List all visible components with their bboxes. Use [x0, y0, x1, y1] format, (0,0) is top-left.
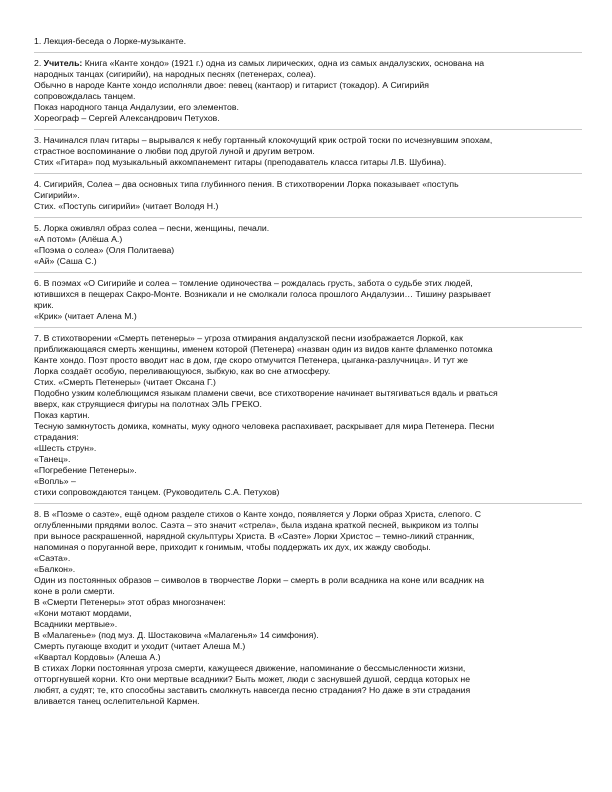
- line-prefix: 2.: [34, 58, 44, 68]
- text-line: крик.: [34, 300, 54, 310]
- text-line: ютившихся в пещерах Сакро-Монте. Возникали и не смолкали голоса прошлого Андалузии… Тишину разрывает: [34, 289, 492, 299]
- text-line: 7. В стихотворении «Смерть петенеры» – угроза отмирания андалузской песни изображается Лоркой, как: [34, 333, 463, 343]
- text-line: Тесную замкнутость домика, комнаты, муку одного человека распахивает, раскрывает для мира Петенера. Песни: [34, 421, 495, 431]
- text-line: Лорка создаёт особую, переливающуюся, зыбкую, как во сне атмосферу.: [34, 366, 331, 376]
- section-8: [34, 509, 582, 712]
- text-line: Один из постоянных образов – символов в творчестве Лорки – смерть в роли всадника на коне или всадник на: [34, 575, 485, 585]
- text-line: Сигирийи».: [34, 190, 80, 200]
- text-line: «А потом» (Алёша А.): [34, 234, 123, 244]
- text-line: при выносе раскрашенной, нарядной скульптуры Христа. В «Саэте» Лорки Христос – темно-ликий странник,: [34, 531, 475, 541]
- text-line: вверх, как струящиеся фигуры на полотнах ЭЛЬ ГРЕКО.: [34, 399, 262, 409]
- text-line: В стихах Лорки постоянная угроза смерти, кажущееся движение, напоминание о бессмысленности жизни,: [34, 663, 466, 673]
- text-line: 1. Лекция-беседа о Лорке-музыканте.: [34, 36, 187, 46]
- section-3: [34, 135, 582, 174]
- text-line: 8. В «Поэме о саэте», ещё одном разделе стихов о Канте хондо, появляется у Лорки образ Христа, слепого. С: [34, 509, 481, 519]
- text-line: Стих. «Смерть Петенеры» (читает Оксана Г.): [34, 377, 216, 387]
- text-line: оглубленными прядями волос. Саэта – это значит «стрела», была издана краткой песней, выкриком из толпы: [34, 520, 479, 530]
- text-line: Всадники мертвые».: [34, 619, 118, 629]
- text-line: приближающаяся смерть женщины, именем которой (Петенера) «назван один из видов канте фламенко потомка: [34, 344, 493, 354]
- text-line: любят, а судят; те, кто способны заставить смолкнуть навсегда песню страдания? Но даже в эти страдания: [34, 685, 471, 695]
- section-7: [34, 333, 582, 504]
- text-line: Канте хондо. Поэт просто вводит нас в дом, где скоро отмучится Петенера, цыганка-разлучница». И тут же: [34, 355, 468, 365]
- text-line: Стих «Гитара» под музыкальный аккомпанемент гитары (преподаватель класса гитары Л.В. Шубина).: [34, 157, 447, 167]
- text-line: Обычно в народе Канте хондо исполняли двое: певец (кантаор) и гитарист (токадор). А Сигирийя: [34, 80, 429, 90]
- text-line: отторгнувшей корни. Кто они мертвые всадники? Быть может, люди с заснувшей душой, сердца которых не: [34, 674, 471, 684]
- text-line: «Балкон».: [34, 564, 76, 574]
- text-line: страстное воспоминание о любви под другой луной и другим ветром.: [34, 146, 315, 156]
- document-page: [34, 36, 582, 717]
- text-line: сопровождалась танцем.: [34, 91, 136, 101]
- text-line: 5. Лорка оживлял образ солеа – песни, женщины, печали.: [34, 223, 270, 233]
- text-line: коне в роли смерти.: [34, 586, 115, 596]
- section-6: [34, 278, 582, 328]
- speaker-label: Учитель:: [43, 58, 83, 68]
- text-line: Стих. «Поступь сигирийи» (читает Володя Н.): [34, 201, 219, 211]
- section-2: [34, 58, 582, 130]
- section-5: [34, 223, 582, 273]
- text-line: В «Смерти Петенеры» этот образ многозначен:: [34, 597, 226, 607]
- text-line: «Ай» (Саша С.): [34, 256, 97, 266]
- text-line: Хореограф – Сергей Александрович Петухов.: [34, 113, 220, 123]
- text-line: 4. Сигирийя, Солеа – два основных типа глубинного пения. В стихотворении Лорка показывает «поступь: [34, 179, 459, 189]
- text-line: «Кони мотают мордами,: [34, 608, 132, 618]
- text-line: напоминая о поруганной вере, приходит к гонимым, чтобы поддержать их дух, их жажду свободы.: [34, 542, 431, 552]
- text-line: страдания:: [34, 432, 79, 442]
- text-line: «Погребение Петенеры».: [34, 465, 137, 475]
- text-line: Подобно узким колеблющимся языкам пламени свечи, все стихотворение начинает вытягиваться вдаль и рваться: [34, 388, 498, 398]
- text-line: «Вопль» –: [34, 476, 76, 486]
- text-line: Смерть пугающе входит и уходит (читает Алеша М.): [34, 641, 246, 651]
- text-line: Показ картин.: [34, 410, 90, 420]
- section-1: [34, 36, 582, 53]
- section-4: [34, 179, 582, 218]
- text-line: «Шесть струн».: [34, 443, 97, 453]
- text-line: «Крик» (читает Алена М.): [34, 311, 137, 321]
- text-line: [34, 58, 582, 69]
- text-line: «Саэта».: [34, 553, 71, 563]
- text-line: Показ народного танца Андалузии, его элементов.: [34, 102, 239, 112]
- text-line: стихи сопровождаются танцем. (Руководитель С.А. Петухов): [34, 487, 280, 497]
- text-line: народных танцах (сигирийи), на народных песнях (петенерах, солеа).: [34, 69, 316, 79]
- text-line: В «Малагенье» (под муз. Д. Шостаковича «Малагенья» 14 симфония).: [34, 630, 319, 640]
- text-line: «Поэма о солеа» (Оля Политаева): [34, 245, 175, 255]
- text-line: 3. Начинался плач гитары – вырывался к небу гортанный клокочущий крик острой тоски по исчезнувшим эпохам,: [34, 135, 493, 145]
- text-line: «Квартал Кордовы» (Алеша А.): [34, 652, 161, 662]
- text-line: вливается танец ослепительной Кармен.: [34, 696, 200, 706]
- text-line: «Танец».: [34, 454, 71, 464]
- text-line: 6. В поэмах «О Сигирийе и солеа – томление одиночества – рождалась грусть, забота о судьбе этих людей,: [34, 278, 473, 288]
- line-rest: Книга «Канте хондо» (1921 г.) одна из самых лирических, одна из самых андалузских, основана на: [82, 58, 485, 68]
